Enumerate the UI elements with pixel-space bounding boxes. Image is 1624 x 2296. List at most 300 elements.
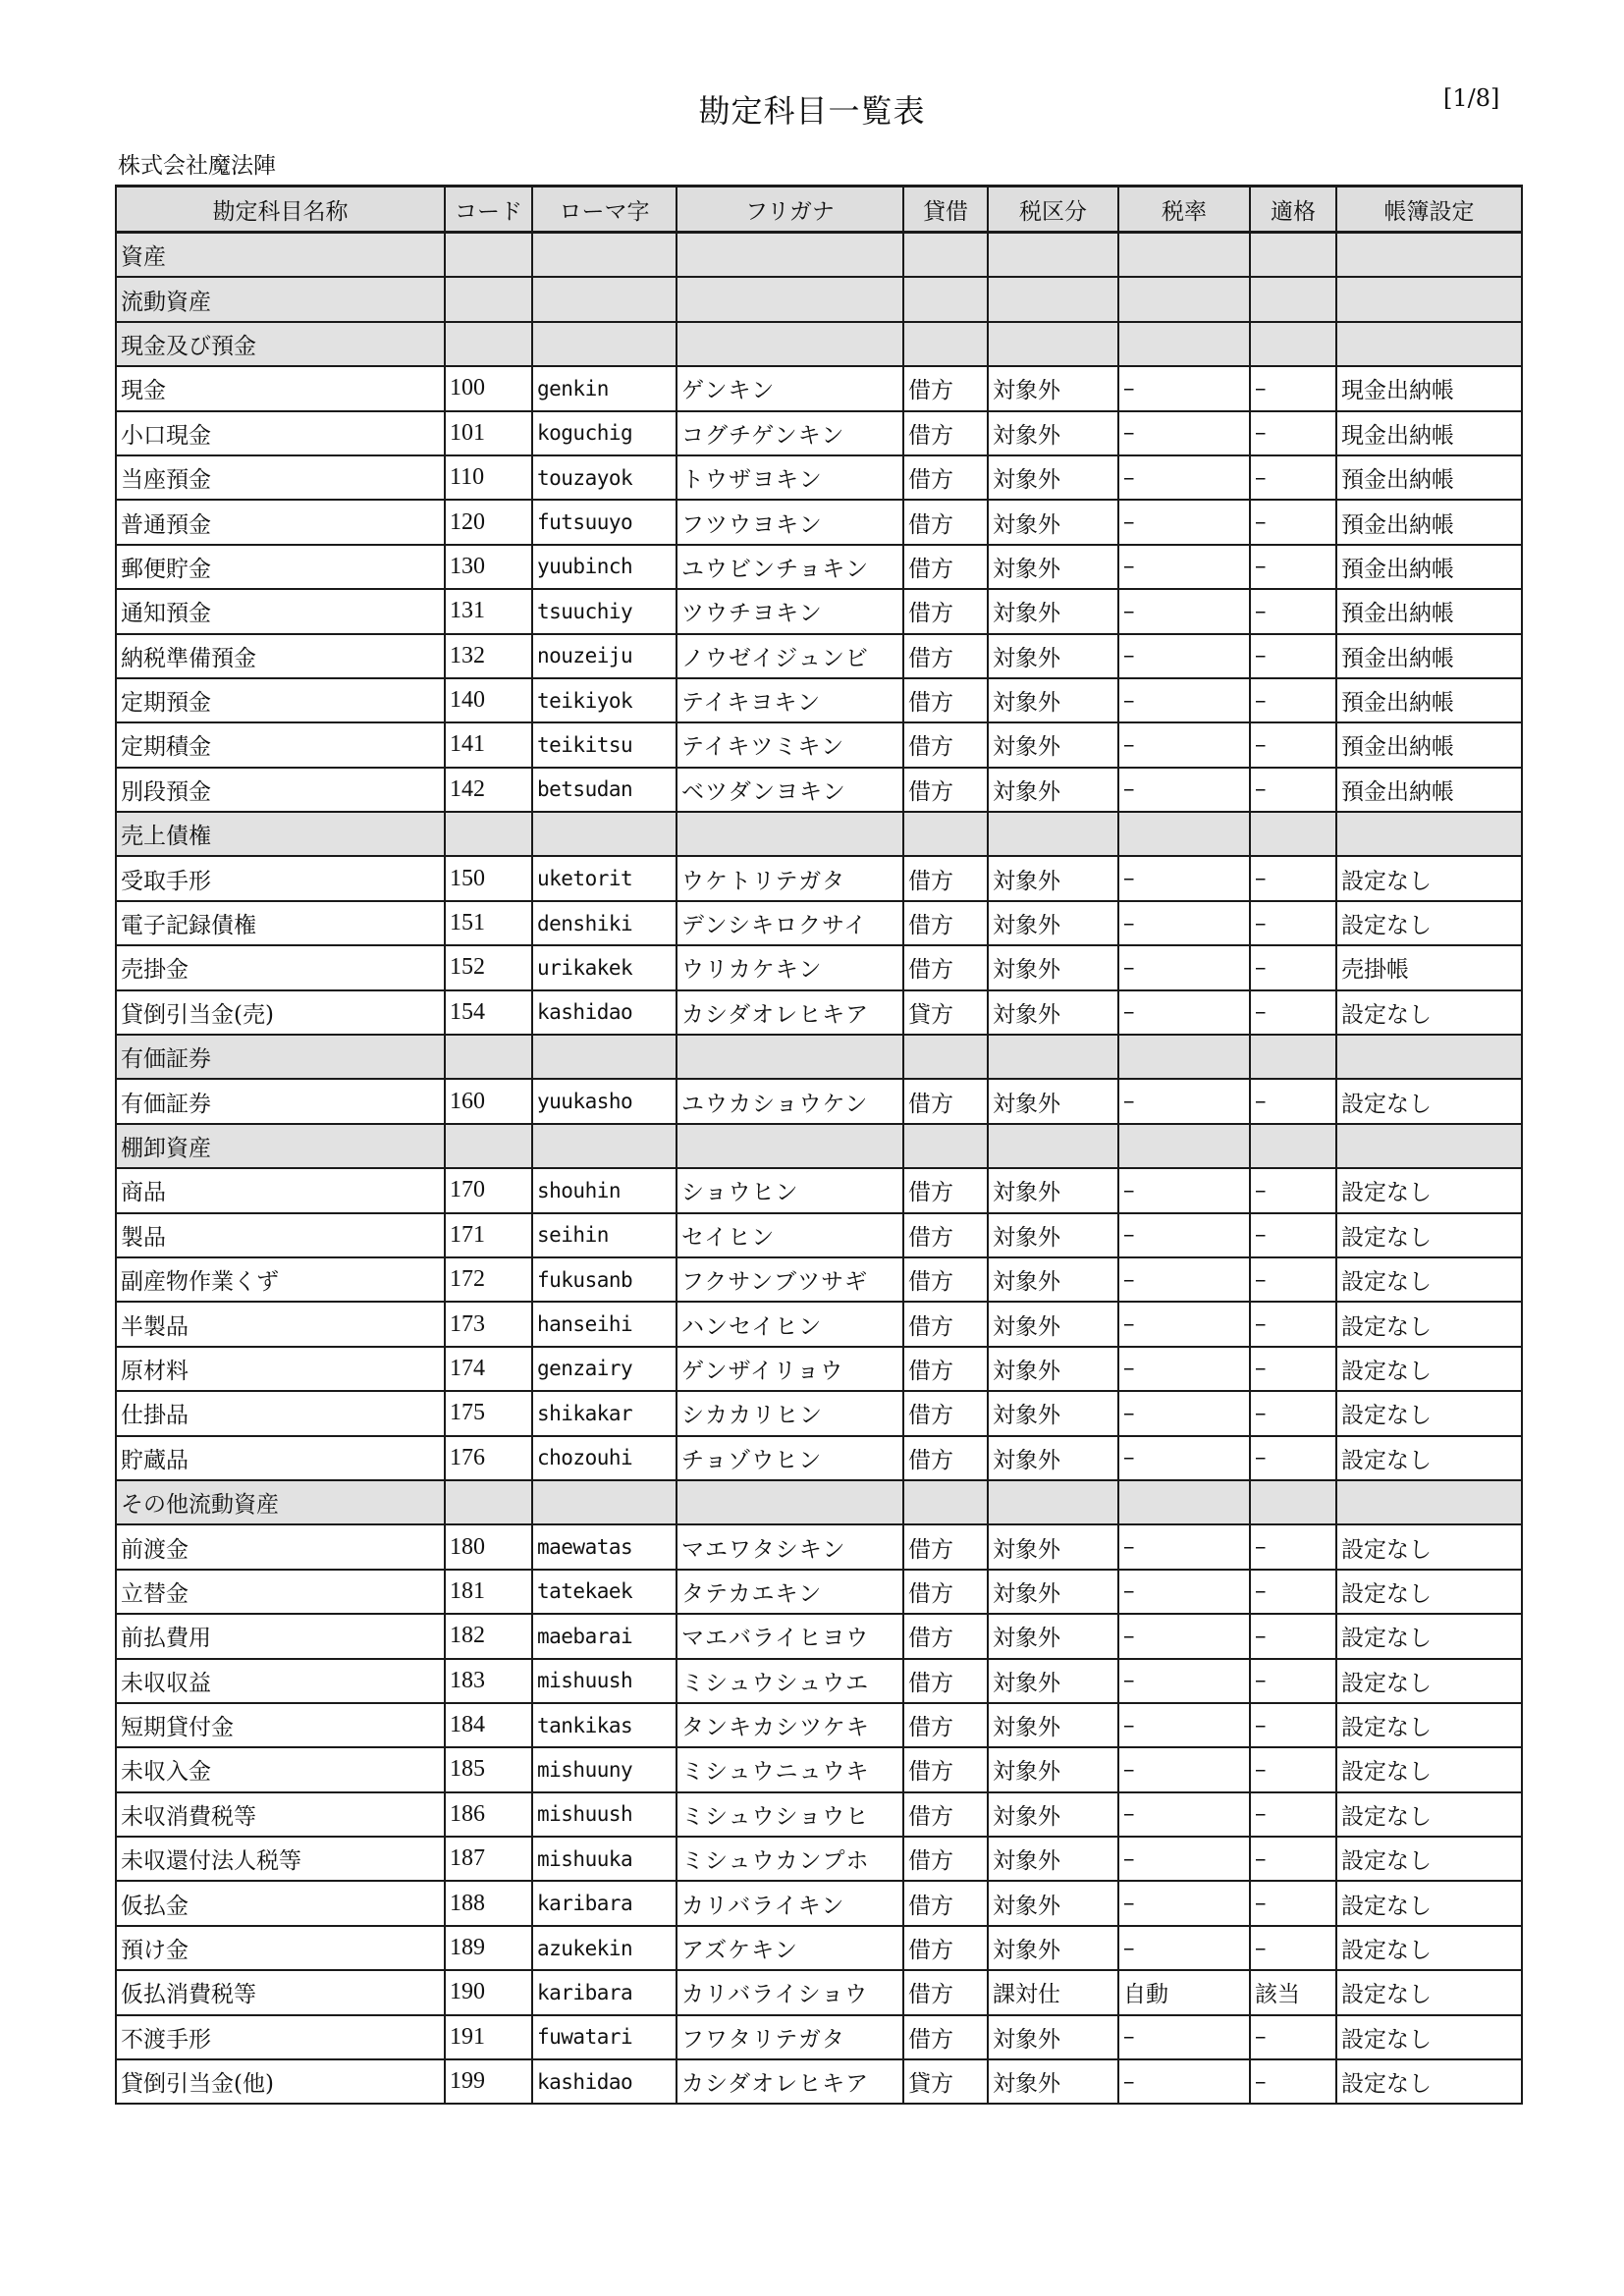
qualified-cell: –	[1250, 768, 1336, 812]
empty-cell	[903, 233, 988, 278]
tax-class-cell: 対象外	[988, 2059, 1118, 2104]
book-setting-cell: 現金出納帳	[1336, 411, 1522, 455]
section-name-cell: 有価証券	[116, 1035, 445, 1079]
furigana-cell: デンシキロクサイ	[677, 901, 903, 945]
header-furigana: フリガナ	[677, 187, 903, 233]
empty-cell	[677, 322, 903, 366]
table-row	[116, 1302, 1522, 1346]
furigana-cell: セイヒン	[677, 1213, 903, 1257]
document-title: 勘定科目一覧表	[698, 92, 926, 130]
table-row	[116, 990, 1522, 1035]
book-setting-cell: 売掛帳	[1336, 945, 1522, 989]
tax-class-cell: 対象外	[988, 990, 1118, 1035]
debit-credit-cell: 借方	[903, 1970, 988, 2014]
account-name-cell: 未収消費税等	[116, 1792, 445, 1837]
furigana-cell: ベツダンヨキン	[677, 768, 903, 812]
account-name-cell: 売掛金	[116, 945, 445, 989]
book-setting-cell: 設定なし	[1336, 1614, 1522, 1658]
code-cell: 152	[445, 945, 532, 989]
tax-rate-cell: –	[1118, 1570, 1250, 1614]
empty-cell	[988, 322, 1118, 366]
tax-class-cell: 対象外	[988, 1926, 1118, 1970]
code-cell: 171	[445, 1213, 532, 1257]
table-row	[116, 945, 1522, 989]
romaji-cell: yuubinch	[532, 545, 677, 589]
debit-credit-cell: 借方	[903, 2015, 988, 2059]
table-row	[116, 1524, 1522, 1569]
furigana-cell: カリバライキン	[677, 1881, 903, 1925]
table-row	[116, 1391, 1522, 1435]
tax-rate-cell: –	[1118, 2059, 1250, 2104]
debit-credit-cell: 借方	[903, 856, 988, 900]
furigana-cell: ミシュウニュウキ	[677, 1747, 903, 1791]
table-row	[116, 1837, 1522, 1881]
tax-class-cell: 対象外	[988, 901, 1118, 945]
qualified-cell: 該当	[1250, 1970, 1336, 2014]
table-row	[116, 1614, 1522, 1658]
furigana-cell: ミシュウカンプホ	[677, 1837, 903, 1881]
book-setting-cell: 設定なし	[1336, 1079, 1522, 1123]
tax-rate-cell: –	[1118, 1837, 1250, 1881]
account-name-cell: 半製品	[116, 1302, 445, 1346]
furigana-cell: シカカリヒン	[677, 1391, 903, 1435]
empty-cell	[1336, 233, 1522, 278]
debit-credit-cell: 借方	[903, 1524, 988, 1569]
tax-class-cell: 対象外	[988, 1347, 1118, 1391]
table-row	[116, 2015, 1522, 2059]
empty-cell	[532, 1035, 677, 1079]
tax-rate-cell: –	[1118, 768, 1250, 812]
furigana-cell: ウリカケキン	[677, 945, 903, 989]
account-name-cell: 郵便貯金	[116, 545, 445, 589]
tax-rate-cell: –	[1118, 1079, 1250, 1123]
qualified-cell: –	[1250, 901, 1336, 945]
book-setting-cell: 設定なし	[1336, 856, 1522, 900]
empty-cell	[1336, 1035, 1522, 1079]
tax-rate-cell: –	[1118, 1347, 1250, 1391]
tax-rate-cell: –	[1118, 856, 1250, 900]
debit-credit-cell: 借方	[903, 678, 988, 722]
empty-cell	[1118, 322, 1250, 366]
tax-rate-cell: –	[1118, 589, 1250, 633]
section-row	[116, 812, 1522, 856]
tax-rate-cell: –	[1118, 1302, 1250, 1346]
furigana-cell: フワタリテガタ	[677, 2015, 903, 2059]
romaji-cell: maewatas	[532, 1524, 677, 1569]
account-name-cell: 立替金	[116, 1570, 445, 1614]
section-row	[116, 277, 1522, 321]
tax-rate-cell: –	[1118, 1391, 1250, 1435]
empty-cell	[1118, 1035, 1250, 1079]
empty-cell	[1336, 1480, 1522, 1524]
romaji-cell: betsudan	[532, 768, 677, 812]
debit-credit-cell: 借方	[903, 634, 988, 678]
book-setting-cell: 預金出納帳	[1336, 500, 1522, 544]
tax-rate-cell: 自動	[1118, 1970, 1250, 2014]
empty-cell	[1118, 1124, 1250, 1168]
table-row	[116, 455, 1522, 500]
furigana-cell: マエワタシキン	[677, 1524, 903, 1569]
debit-credit-cell: 借方	[903, 1614, 988, 1658]
table-row	[116, 500, 1522, 544]
code-cell: 131	[445, 589, 532, 633]
empty-cell	[445, 1124, 532, 1168]
debit-credit-cell: 貸方	[903, 2059, 988, 2104]
code-cell: 130	[445, 545, 532, 589]
book-setting-cell: 設定なし	[1336, 2059, 1522, 2104]
furigana-cell: カシダオレヒキア	[677, 2059, 903, 2104]
qualified-cell: –	[1250, 1570, 1336, 1614]
furigana-cell: フツウヨキン	[677, 500, 903, 544]
romaji-cell: shouhin	[532, 1168, 677, 1212]
debit-credit-cell: 借方	[903, 1703, 988, 1747]
code-cell: 120	[445, 500, 532, 544]
code-cell: 150	[445, 856, 532, 900]
tax-rate-cell: –	[1118, 1881, 1250, 1925]
table-header-row	[116, 187, 1522, 233]
romaji-cell: uketorit	[532, 856, 677, 900]
empty-cell	[988, 1480, 1118, 1524]
book-setting-cell: 設定なし	[1336, 1703, 1522, 1747]
tax-class-cell: 対象外	[988, 1213, 1118, 1257]
table-row	[116, 1168, 1522, 1212]
account-name-cell: 受取手形	[116, 856, 445, 900]
code-cell: 151	[445, 901, 532, 945]
empty-cell	[1336, 1124, 1522, 1168]
furigana-cell: ツウチヨキン	[677, 589, 903, 633]
code-cell: 132	[445, 634, 532, 678]
furigana-cell: ハンセイヒン	[677, 1302, 903, 1346]
qualified-cell: –	[1250, 1524, 1336, 1569]
furigana-cell: ミシュウシュウエ	[677, 1659, 903, 1703]
empty-cell	[677, 1124, 903, 1168]
section-name-cell: 資産	[116, 233, 445, 278]
account-name-cell: 製品	[116, 1213, 445, 1257]
qualified-cell: –	[1250, 990, 1336, 1035]
table-row	[116, 634, 1522, 678]
section-name-cell: 流動資産	[116, 277, 445, 321]
romaji-cell: kashidao	[532, 2059, 677, 2104]
romaji-cell: koguchig	[532, 411, 677, 455]
qualified-cell: –	[1250, 678, 1336, 722]
debit-credit-cell: 借方	[903, 1391, 988, 1435]
empty-cell	[1118, 233, 1250, 278]
table-row	[116, 1436, 1522, 1480]
tax-class-cell: 対象外	[988, 1079, 1118, 1123]
code-cell: 181	[445, 1570, 532, 1614]
empty-cell	[677, 1035, 903, 1079]
debit-credit-cell: 借方	[903, 1747, 988, 1791]
code-cell: 173	[445, 1302, 532, 1346]
book-setting-cell: 設定なし	[1336, 1747, 1522, 1791]
tax-class-cell: 対象外	[988, 1881, 1118, 1925]
romaji-cell: tatekaek	[532, 1570, 677, 1614]
empty-cell	[532, 322, 677, 366]
tax-rate-cell: –	[1118, 1524, 1250, 1569]
code-cell: 176	[445, 1436, 532, 1480]
romaji-cell: fukusanb	[532, 1257, 677, 1302]
qualified-cell: –	[1250, 1168, 1336, 1212]
account-name-cell: 別段預金	[116, 768, 445, 812]
tax-rate-cell: –	[1118, 1168, 1250, 1212]
debit-credit-cell: 借方	[903, 1257, 988, 1302]
code-cell: 182	[445, 1614, 532, 1658]
section-row	[116, 233, 1522, 278]
book-setting-cell: 設定なし	[1336, 1970, 1522, 2014]
romaji-cell: seihin	[532, 1213, 677, 1257]
empty-cell	[1118, 1480, 1250, 1524]
romaji-cell: mishuuka	[532, 1837, 677, 1881]
account-name-cell: 短期貸付金	[116, 1703, 445, 1747]
furigana-cell: ノウゼイジュンビ	[677, 634, 903, 678]
qualified-cell: –	[1250, 545, 1336, 589]
furigana-cell: カシダオレヒキア	[677, 990, 903, 1035]
account-name-cell: 仕掛品	[116, 1391, 445, 1435]
book-setting-cell: 預金出納帳	[1336, 678, 1522, 722]
code-cell: 175	[445, 1391, 532, 1435]
section-name-cell: 棚卸資産	[116, 1124, 445, 1168]
furigana-cell: ユウビンチョキン	[677, 545, 903, 589]
book-setting-cell: 設定なし	[1336, 1792, 1522, 1837]
code-cell: 184	[445, 1703, 532, 1747]
debit-credit-cell: 借方	[903, 1570, 988, 1614]
empty-cell	[1250, 233, 1336, 278]
tax-rate-cell: –	[1118, 2015, 1250, 2059]
table-row	[116, 678, 1522, 722]
debit-credit-cell: 借方	[903, 1881, 988, 1925]
debit-credit-cell: 借方	[903, 1926, 988, 1970]
page-indicator: [1/8]	[1443, 84, 1500, 112]
romaji-cell: kashidao	[532, 990, 677, 1035]
tax-class-cell: 対象外	[988, 1703, 1118, 1747]
code-cell: 160	[445, 1079, 532, 1123]
qualified-cell: –	[1250, 1347, 1336, 1391]
debit-credit-cell: 借方	[903, 1347, 988, 1391]
account-name-cell: 前払費用	[116, 1614, 445, 1658]
qualified-cell: –	[1250, 856, 1336, 900]
furigana-cell: ミシュウショウヒ	[677, 1792, 903, 1837]
debit-credit-cell: 借方	[903, 1213, 988, 1257]
code-cell: 174	[445, 1347, 532, 1391]
account-name-cell: 原材料	[116, 1347, 445, 1391]
code-cell: 191	[445, 2015, 532, 2059]
empty-cell	[1250, 322, 1336, 366]
qualified-cell: –	[1250, 1837, 1336, 1881]
tax-class-cell: 対象外	[988, 2015, 1118, 2059]
tax-class-cell: 対象外	[988, 545, 1118, 589]
account-name-cell: 通知預金	[116, 589, 445, 633]
romaji-cell: hanseihi	[532, 1302, 677, 1346]
account-name-cell: 電子記録債権	[116, 901, 445, 945]
debit-credit-cell: 借方	[903, 411, 988, 455]
romaji-cell: genkin	[532, 366, 677, 410]
qualified-cell: –	[1250, 455, 1336, 500]
header-code: コード	[445, 187, 532, 233]
qualified-cell: –	[1250, 1747, 1336, 1791]
furigana-cell: テイキヨキン	[677, 678, 903, 722]
romaji-cell: genzairy	[532, 1347, 677, 1391]
book-setting-cell: 設定なし	[1336, 1837, 1522, 1881]
qualified-cell: –	[1250, 500, 1336, 544]
tax-class-cell: 対象外	[988, 411, 1118, 455]
empty-cell	[677, 277, 903, 321]
debit-credit-cell: 借方	[903, 455, 988, 500]
romaji-cell: yuukasho	[532, 1079, 677, 1123]
account-name-cell: 未収還付法人税等	[116, 1837, 445, 1881]
tax-rate-cell: –	[1118, 678, 1250, 722]
section-row	[116, 1035, 1522, 1079]
debit-credit-cell: 借方	[903, 589, 988, 633]
qualified-cell: –	[1250, 1926, 1336, 1970]
book-setting-cell: 預金出納帳	[1336, 589, 1522, 633]
account-name-cell: 前渡金	[116, 1524, 445, 1569]
table-row	[116, 545, 1522, 589]
code-cell: 180	[445, 1524, 532, 1569]
tax-class-cell: 対象外	[988, 634, 1118, 678]
romaji-cell: fuwatari	[532, 2015, 677, 2059]
section-row	[116, 322, 1522, 366]
tax-class-cell: 対象外	[988, 1570, 1118, 1614]
header-account-name: 勘定科目名称	[116, 187, 445, 233]
tax-rate-cell: –	[1118, 1703, 1250, 1747]
empty-cell	[903, 277, 988, 321]
empty-cell	[445, 322, 532, 366]
debit-credit-cell: 借方	[903, 1079, 988, 1123]
tax-rate-cell: –	[1118, 1926, 1250, 1970]
code-cell: 186	[445, 1792, 532, 1837]
code-cell: 101	[445, 411, 532, 455]
romaji-cell: mishuuny	[532, 1747, 677, 1791]
tax-rate-cell: –	[1118, 545, 1250, 589]
debit-credit-cell: 貸方	[903, 990, 988, 1035]
empty-cell	[903, 812, 988, 856]
tax-class-cell: 対象外	[988, 1792, 1118, 1837]
tax-class-cell: 対象外	[988, 1436, 1118, 1480]
tax-rate-cell: –	[1118, 500, 1250, 544]
romaji-cell: tsuuchiy	[532, 589, 677, 633]
account-name-cell: 小口現金	[116, 411, 445, 455]
section-name-cell: 現金及び預金	[116, 322, 445, 366]
tax-rate-cell: –	[1118, 1257, 1250, 1302]
book-setting-cell: 設定なし	[1336, 1659, 1522, 1703]
tax-rate-cell: –	[1118, 990, 1250, 1035]
tax-rate-cell: –	[1118, 366, 1250, 410]
tax-rate-cell: –	[1118, 1213, 1250, 1257]
tax-rate-cell: –	[1118, 901, 1250, 945]
account-name-cell: 普通預金	[116, 500, 445, 544]
tax-class-cell: 対象外	[988, 589, 1118, 633]
empty-cell	[532, 233, 677, 278]
table-row	[116, 768, 1522, 812]
qualified-cell: –	[1250, 1614, 1336, 1658]
empty-cell	[988, 233, 1118, 278]
code-cell: 188	[445, 1881, 532, 1925]
tax-class-cell: 対象外	[988, 1747, 1118, 1791]
debit-credit-cell: 借方	[903, 1659, 988, 1703]
qualified-cell: –	[1250, 945, 1336, 989]
code-cell: 140	[445, 678, 532, 722]
furigana-cell: アズケキン	[677, 1926, 903, 1970]
account-name-cell: 未収入金	[116, 1747, 445, 1791]
furigana-cell: ユウカショウケン	[677, 1079, 903, 1123]
tax-class-cell: 対象外	[988, 1837, 1118, 1881]
debit-credit-cell: 借方	[903, 1168, 988, 1212]
tax-rate-cell: –	[1118, 722, 1250, 767]
debit-credit-cell: 借方	[903, 545, 988, 589]
debit-credit-cell: 借方	[903, 901, 988, 945]
table-row	[116, 1213, 1522, 1257]
empty-cell	[1336, 812, 1522, 856]
code-cell: 142	[445, 768, 532, 812]
empty-cell	[677, 233, 903, 278]
book-setting-cell: 預金出納帳	[1336, 455, 1522, 500]
qualified-cell: –	[1250, 2015, 1336, 2059]
romaji-cell: karibara	[532, 1881, 677, 1925]
table-row	[116, 1926, 1522, 1970]
empty-cell	[532, 1124, 677, 1168]
account-list-table	[115, 185, 1523, 2105]
tax-rate-cell: –	[1118, 1747, 1250, 1791]
book-setting-cell: 設定なし	[1336, 1257, 1522, 1302]
table-row	[116, 1703, 1522, 1747]
furigana-cell: カリバライショウ	[677, 1970, 903, 2014]
debit-credit-cell: 借方	[903, 945, 988, 989]
furigana-cell: コグチゲンキン	[677, 411, 903, 455]
account-name-cell: 不渡手形	[116, 2015, 445, 2059]
furigana-cell: ショウヒン	[677, 1168, 903, 1212]
company-name: 株式会社魔法陣	[118, 153, 276, 179]
furigana-cell: フクサンブツサギ	[677, 1257, 903, 1302]
tax-rate-cell: –	[1118, 1436, 1250, 1480]
tax-class-cell: 対象外	[988, 1302, 1118, 1346]
empty-cell	[532, 812, 677, 856]
qualified-cell: –	[1250, 1881, 1336, 1925]
code-cell: 154	[445, 990, 532, 1035]
code-cell: 183	[445, 1659, 532, 1703]
account-name-cell: 貸倒引当金(売)	[116, 990, 445, 1035]
table-row	[116, 411, 1522, 455]
empty-cell	[903, 322, 988, 366]
empty-cell	[532, 277, 677, 321]
account-name-cell: 有価証券	[116, 1079, 445, 1123]
book-setting-cell: 設定なし	[1336, 1168, 1522, 1212]
book-setting-cell: 預金出納帳	[1336, 768, 1522, 812]
table-body	[116, 233, 1522, 2105]
tax-class-cell: 対象外	[988, 366, 1118, 410]
table-row	[116, 856, 1522, 900]
empty-cell	[903, 1480, 988, 1524]
empty-cell	[903, 1124, 988, 1168]
empty-cell	[988, 277, 1118, 321]
empty-cell	[1250, 1124, 1336, 1168]
romaji-cell: urikakek	[532, 945, 677, 989]
book-setting-cell: 設定なし	[1336, 1302, 1522, 1346]
romaji-cell: mishuush	[532, 1659, 677, 1703]
qualified-cell: –	[1250, 1436, 1336, 1480]
section-name-cell: その他流動資産	[116, 1480, 445, 1524]
header-tax-class: 税区分	[988, 187, 1118, 233]
romaji-cell: azukekin	[532, 1926, 677, 1970]
empty-cell	[1250, 277, 1336, 321]
debit-credit-cell: 借方	[903, 1837, 988, 1881]
empty-cell	[988, 1124, 1118, 1168]
romaji-cell: teikitsu	[532, 722, 677, 767]
table-row	[116, 2059, 1522, 2104]
empty-cell	[677, 1480, 903, 1524]
empty-cell	[1250, 1035, 1336, 1079]
tax-class-cell: 対象外	[988, 768, 1118, 812]
qualified-cell: –	[1250, 1792, 1336, 1837]
